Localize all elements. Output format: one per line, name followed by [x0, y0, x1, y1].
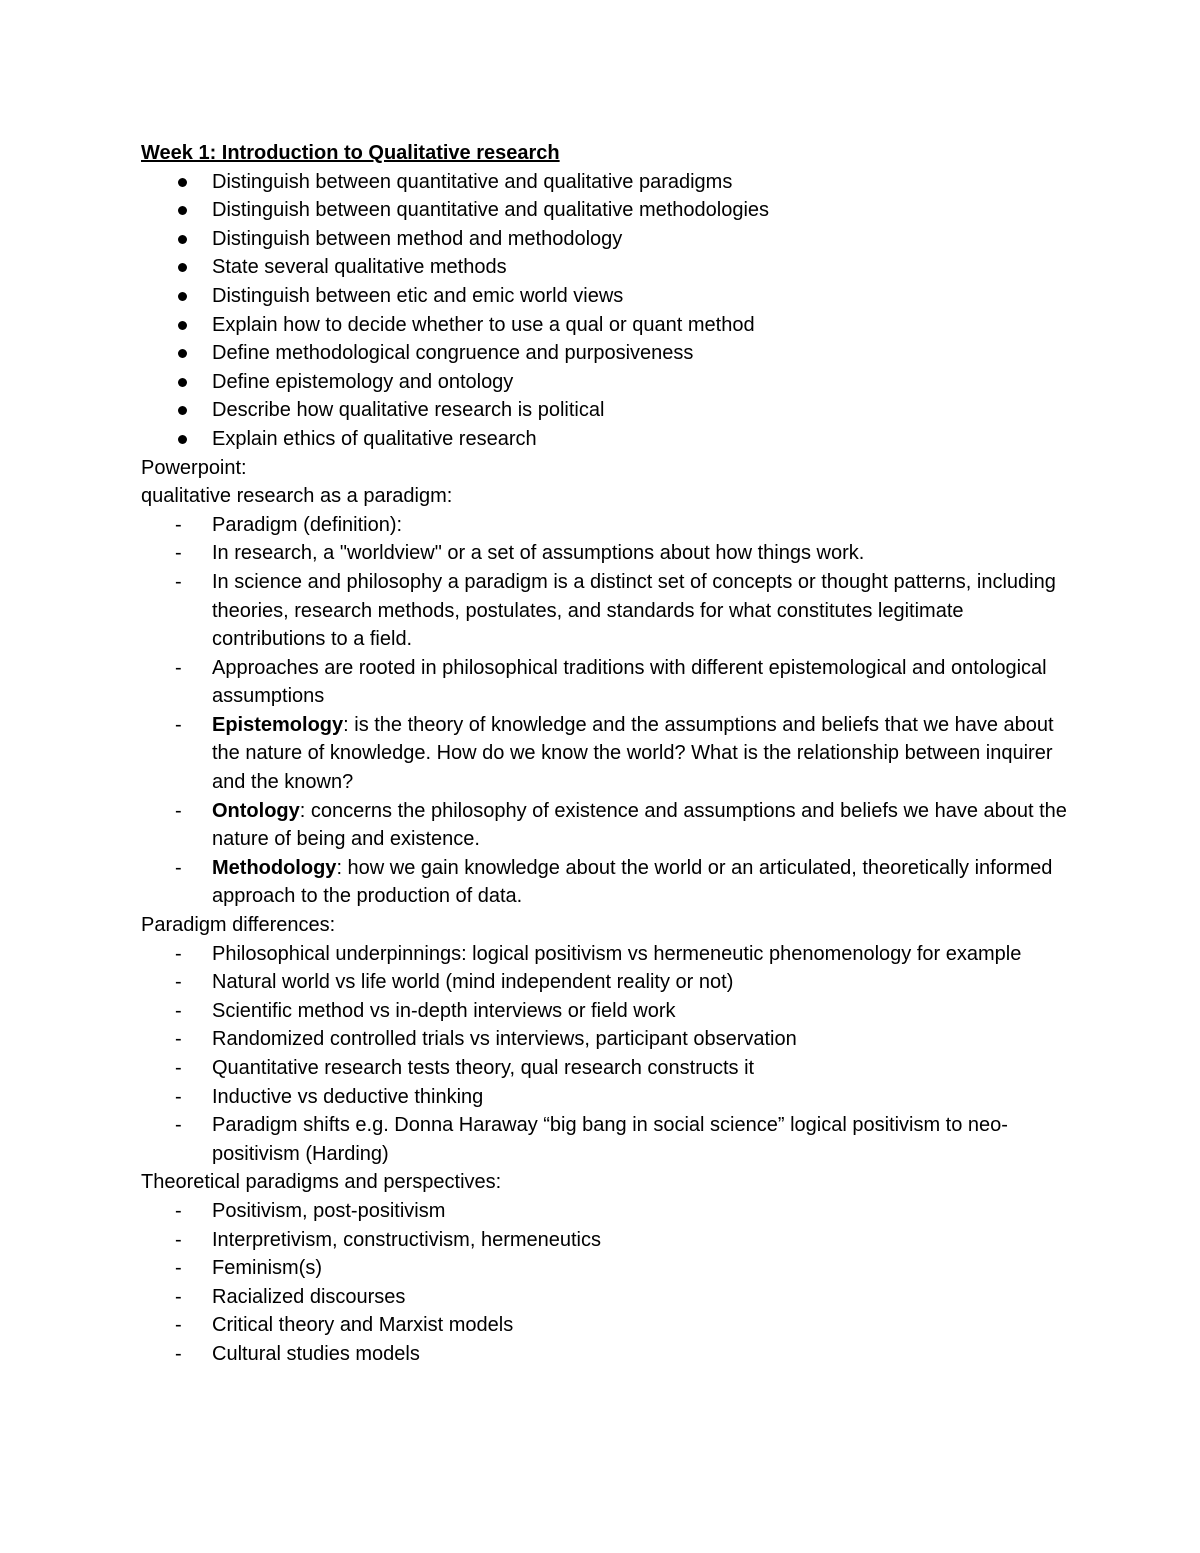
list-item: Explain how to decide whether to use a qual or quant method — [141, 311, 1081, 340]
dash-icon: - — [175, 713, 182, 736]
list-item: - Feminism(s) — [141, 1254, 1081, 1283]
powerpoint-label: Powerpoint: — [141, 456, 247, 479]
list-item: - Interpretivism, constructivism, hermeneutics — [141, 1226, 1081, 1255]
list-item: - In science and philosophy a paradigm is a distinct set of concepts or thought patterns, including theories, research methods, postulates, and standards for what constitutes legitimate contributions to a field. — [141, 568, 1081, 654]
list-item: - Philosophical underpinnings: logical positivism vs hermeneutic phenomenology for example — [141, 940, 1081, 969]
dash-icon: - — [175, 513, 182, 536]
dash-icon: - — [175, 799, 182, 822]
dash-icon: - — [175, 999, 182, 1022]
bullet-icon — [178, 292, 187, 301]
list-item: - Epistemology: is the theory of knowledge and the assumptions and beliefs that we have about the nature of knowledge. How do we know the world? What is the relationship between inquirer and the known? — [141, 711, 1081, 797]
bullet-icon — [178, 349, 187, 358]
list-item: - Randomized controlled trials vs interviews, participant observation — [141, 1025, 1081, 1054]
dash-icon: - — [175, 1085, 182, 1108]
dash-icon: - — [175, 1228, 182, 1251]
dash-icon: - — [175, 1257, 182, 1280]
differences-list — [141, 940, 1081, 1169]
list-item: - Scientific method vs in-depth interviews or field work — [141, 997, 1081, 1026]
dash-icon: - — [175, 1028, 182, 1051]
page-title: Week 1: Introduction to Qualitative research — [141, 142, 560, 164]
term-label: Epistemology — [212, 713, 344, 736]
dash-icon: - — [175, 856, 182, 879]
list-item: Distinguish between quantitative and qualitative paradigms — [141, 168, 1081, 197]
dash-icon: - — [175, 1114, 182, 1137]
paradigm-list — [141, 511, 1081, 911]
dash-icon: - — [175, 971, 182, 994]
list-item: - Critical theory and Marxist models — [141, 1311, 1081, 1340]
list-item: - Ontology: concerns the philosophy of existence and assumptions and beliefs we have about the nature of being and existence. — [141, 797, 1081, 854]
list-item: Distinguish between etic and emic world views — [141, 282, 1081, 311]
list-item: - Cultural studies models — [141, 1340, 1081, 1369]
dash-icon: - — [175, 1342, 182, 1365]
list-item: Explain ethics of qualitative research — [141, 425, 1081, 454]
dash-icon: - — [175, 656, 182, 679]
bullet-icon — [178, 406, 187, 415]
list-item: - Natural world vs life world (mind independent reality or not) — [141, 968, 1081, 997]
list-item: Define epistemology and ontology — [141, 368, 1081, 397]
bullet-icon — [178, 321, 187, 330]
list-item: - In research, a "worldview" or a set of assumptions about how things work. — [141, 539, 1081, 568]
section-heading: Paradigm differences: — [141, 914, 336, 937]
dash-icon: - — [175, 1314, 182, 1337]
bullet-icon — [178, 235, 187, 244]
dash-icon: - — [175, 542, 182, 565]
list-item: - Approaches are rooted in philosophical traditions with different epistemological and ontological assumptions — [141, 654, 1081, 711]
list-item: - Paradigm (definition): — [141, 511, 1081, 540]
objectives-list — [141, 168, 1081, 454]
bullet-icon — [178, 378, 187, 387]
list-item: Distinguish between quantitative and qualitative methodologies — [141, 196, 1081, 225]
theoretical-list — [141, 1197, 1081, 1369]
dash-icon: - — [175, 1285, 182, 1308]
dash-icon: - — [175, 1199, 182, 1222]
list-item: - Positivism, post-positivism — [141, 1197, 1081, 1226]
dash-icon: - — [175, 1057, 182, 1079]
list-item: - Paradigm shifts e.g. Donna Haraway “big bang in social science” logical positivism to neo-positivism (Harding) — [141, 1111, 1081, 1168]
list-item: Define methodological congruence and purposiveness — [141, 339, 1081, 368]
section-heading: Theoretical paradigms and perspectives: — [141, 1171, 502, 1194]
bullet-icon — [178, 435, 187, 444]
bullet-icon — [178, 263, 187, 272]
list-item: Distinguish between method and methodology — [141, 225, 1081, 254]
list-item: - Quantitative research tests theory, qual research constructs it — [141, 1054, 1081, 1083]
bullet-icon — [178, 178, 187, 187]
list-item: State several qualitative methods — [141, 253, 1081, 282]
bullet-icon — [178, 206, 187, 215]
list-item: - Methodology: how we gain knowledge about the world or an articulated, theoretically informed approach to the production of data. — [141, 854, 1081, 911]
list-item: Describe how qualitative research is political — [141, 396, 1081, 425]
dash-icon: - — [175, 942, 182, 965]
dash-icon: - — [175, 570, 182, 593]
document-content — [141, 139, 1081, 1369]
term-label: Ontology — [212, 799, 300, 822]
term-label: Methodology — [212, 856, 337, 879]
section-heading: qualitative research as a paradigm: — [141, 485, 453, 508]
list-item: - Inductive vs deductive thinking — [141, 1083, 1081, 1112]
list-item: - Racialized discourses — [141, 1283, 1081, 1312]
